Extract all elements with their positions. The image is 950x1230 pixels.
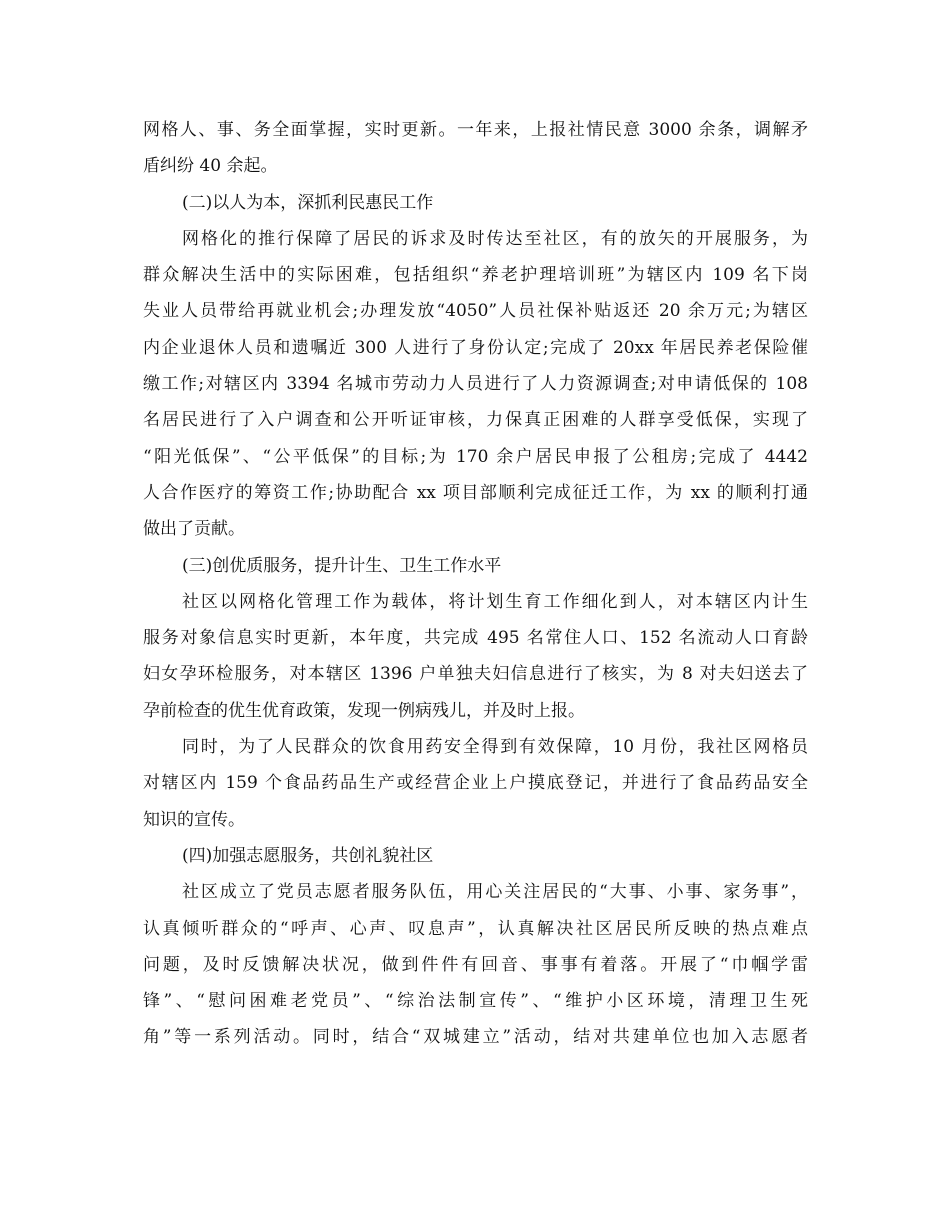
text-line: 孕前检查的优生优育政策，发现一例病残儿，并及时上报。: [143, 700, 585, 721]
text-line: (四)加强志愿服务，共创礼貌社区: [182, 845, 434, 866]
text-line: 网格人、事、务全面掌握，实时更新。一年来，上报社情民意 3000 余条，调解矛: [143, 120, 808, 140]
text-line: (二)以人为本，深抓利民惠民工作: [182, 192, 434, 213]
text-line: 网格化的推行保障了居民的诉求及时传达至社区，有的放矢的开展服务，为: [182, 228, 808, 249]
text-line: 锋”、“慰问困难老党员”、“综治法制宣传”、“维护小区环境，清理卫生死: [143, 991, 808, 1012]
text-line: 名居民进行了入户调查和公开听证审核，力保真正困难的人群享受低保，实现了: [143, 410, 808, 431]
text-line: 群众解决生活中的实际困难，包括组织“养老护理培训班”为辖区内 109 名下岗: [143, 265, 808, 286]
text-line: 社区成立了党员志愿者服务队伍，用心关注居民的“大事、小事、家务事”，: [182, 882, 808, 903]
text-line: 服务对象信息实时更新，本年度，共完成 495 名常住人口、152 名流动人口育龄: [143, 628, 808, 649]
text-line: 人合作医疗的筹资工作;协助配合 xx 项目部顺利完成征迁工作，为 xx 的顺利打通: [143, 482, 808, 503]
text-line: 盾纠纷 40 余起。: [143, 156, 278, 177]
text-line: “阳光低保”、“公平低保”的目标;为 170 余户居民申报了公租房;完成了 4442: [143, 446, 808, 467]
text-line: 知识的宣传。: [143, 809, 245, 830]
text-line: 内企业退休人员和遗嘱近 300 人进行了身份认定;完成了 20xx 年居民养老保险催: [143, 337, 808, 358]
text-line: 同时，为了人民群众的饮食用药安全得到有效保障，10 月份，我社区网格员: [182, 737, 808, 758]
text-line: 认真倾听群众的“呼声、心声、叹息声”，认真解决社区居民所反映的热点难点: [143, 918, 808, 939]
text-line: 对辖区内 159 个食品药品生产或经营企业上户摸底登记，并进行了食品药品安全: [143, 773, 808, 794]
text-line: 问题，及时反馈解决状况，做到件件有回音、事事有着落。开展了“巾帼学雷: [143, 954, 808, 975]
text-line: 社区以网格化管理工作为载体，将计划生育工作细化到人，对本辖区内计生: [182, 591, 808, 612]
text-line: 做出了贡献。: [143, 519, 245, 540]
text-line: 缴工作;对辖区内 3394 名城市劳动力人员进行了人力资源调查;对申请低保的 108: [143, 374, 808, 395]
text-line: 角”等一系列活动。同时，结合“双城建立”活动，结对共建单位也加入志愿者: [143, 1027, 808, 1048]
text-line: 妇女孕环检服务，对本辖区 1396 户单独夫妇信息进行了核实，为 8 对夫妇送去了: [143, 664, 808, 685]
text-line: 失业人员带给再就业机会;办理发放“4050”人员社保补贴返还 20 余万元;为辖区: [143, 301, 808, 322]
document-body: [143, 112, 808, 1056]
text-line: (三)创优质服务，提升计生、卫生工作水平: [182, 555, 502, 576]
